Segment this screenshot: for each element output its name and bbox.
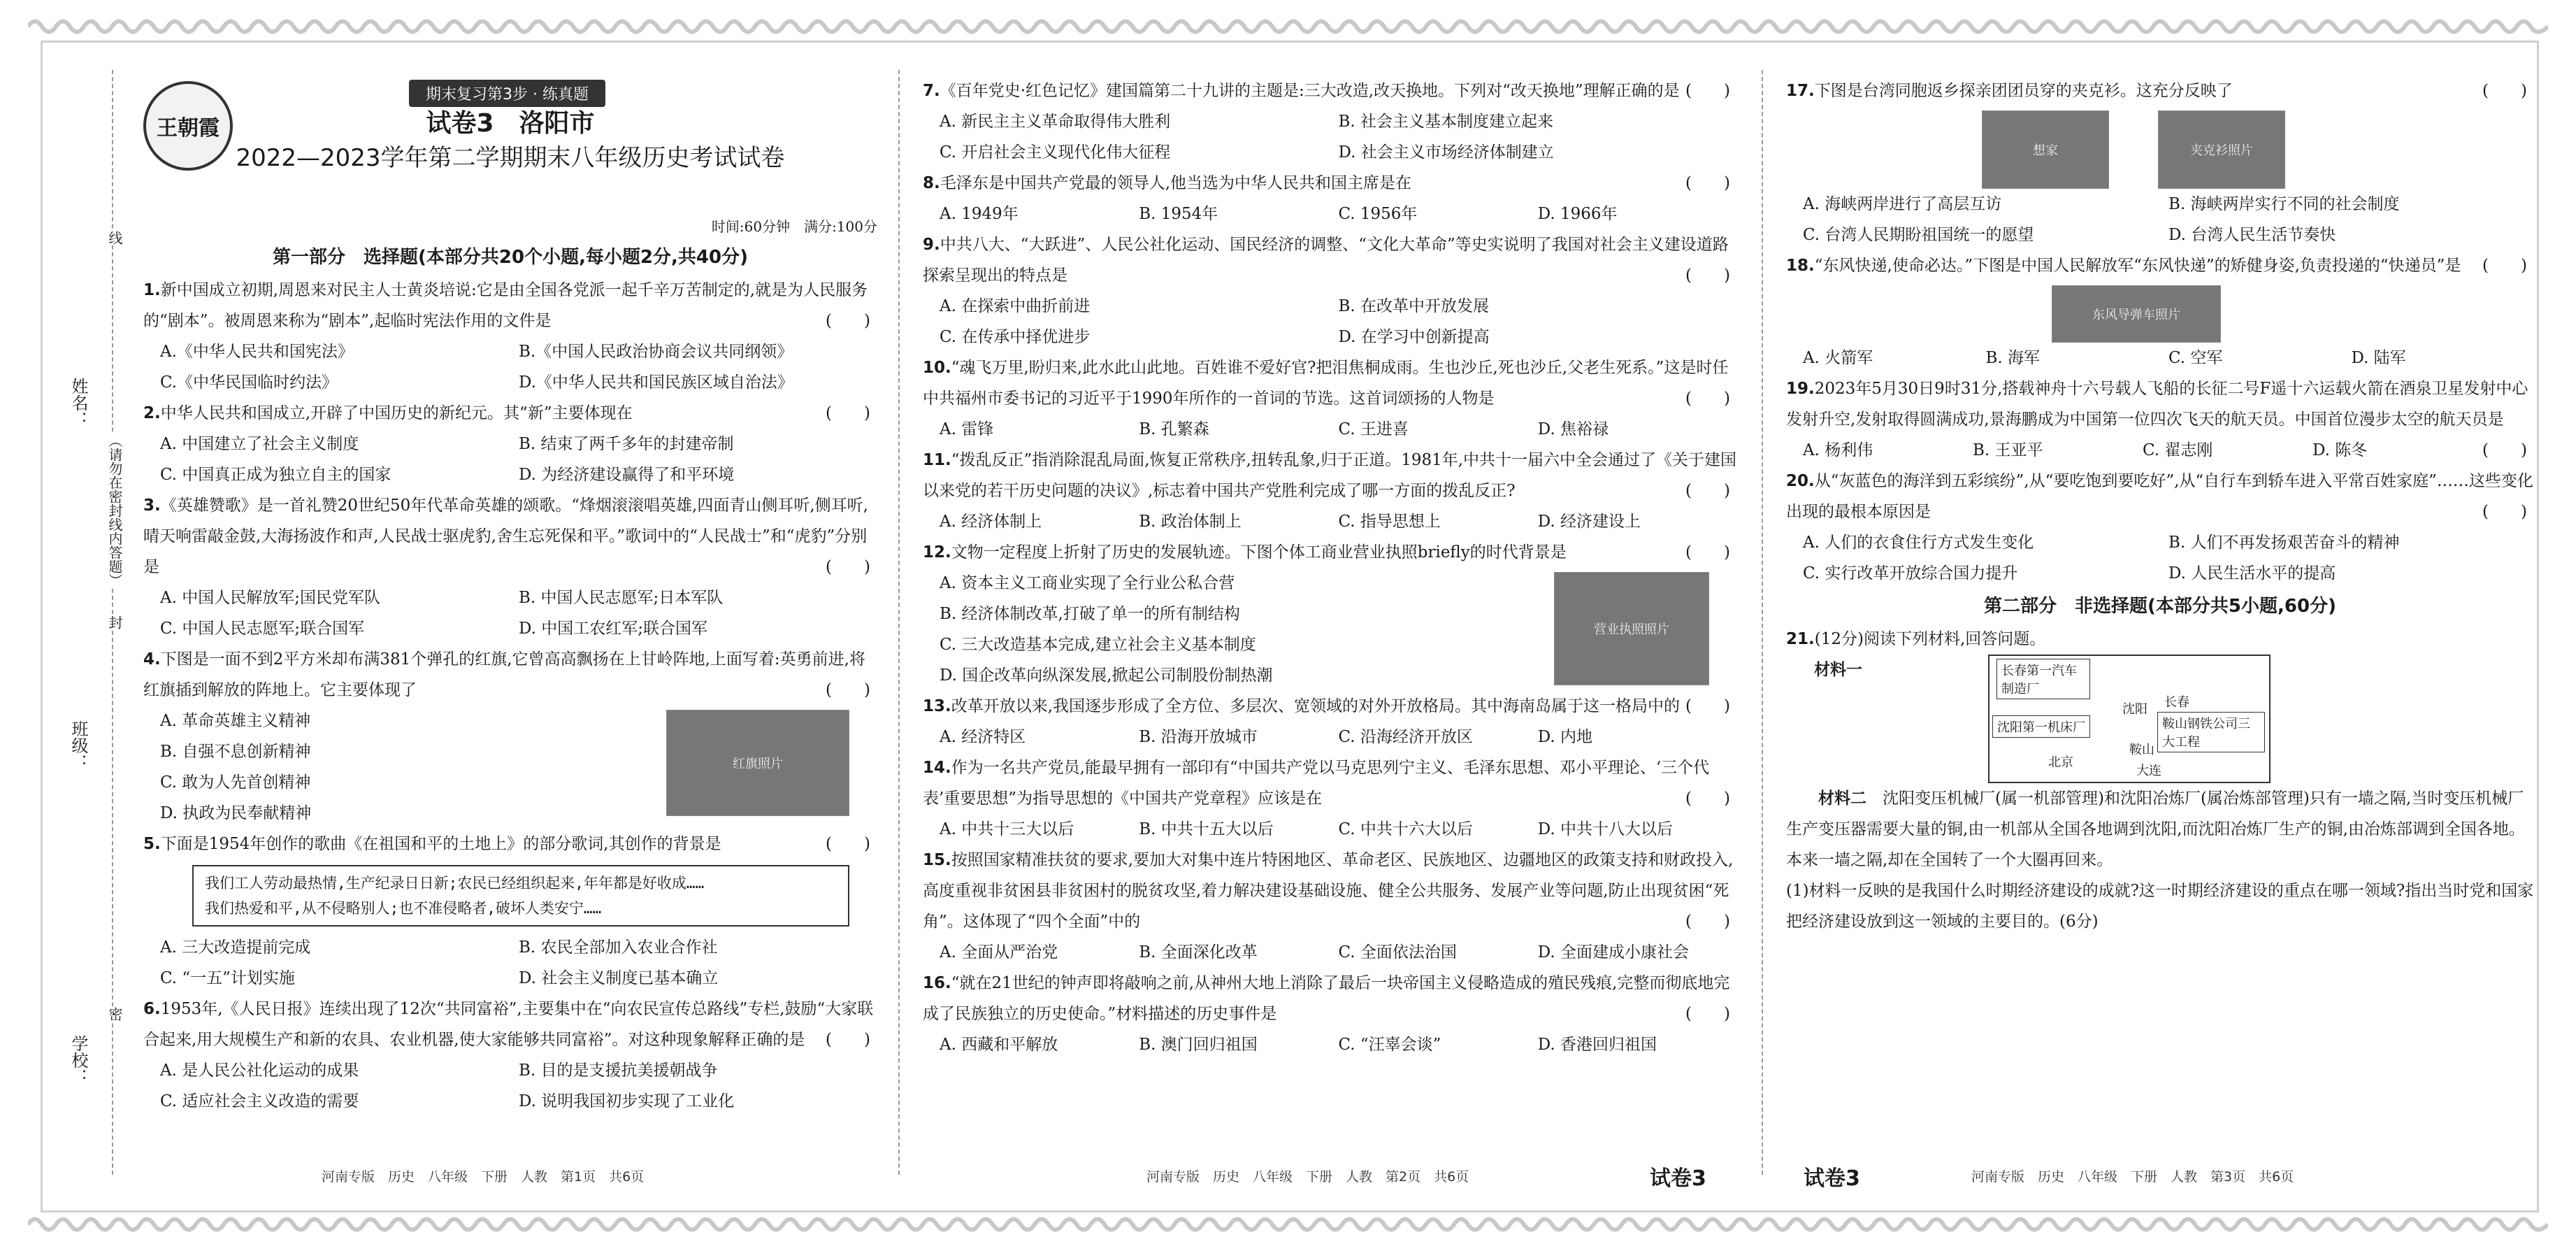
options — [923, 106, 1737, 168]
option: A. 三大改造提前完成 — [160, 938, 311, 957]
answer-bracket: ( ) — [2482, 257, 2527, 275]
answer-bracket: ( ) — [826, 681, 870, 699]
options-row — [923, 106, 1737, 168]
question-text: “拨乱反正”指消除混乱局面,恢复正常秩序,扭转乱象,归于正道。1981年,中共十一届六中全会通过了《关于建国以来党的若干历史问题的决议》,标志着中国共产党胜利完成了哪一方面的拨乱反正? — [923, 451, 1737, 500]
question-text: 新中国成立初期,周恩来对民主人士黄炎培说:它是由全国各党派一起千辛万苦制定的,就是为人民服务的“剧本”。被周恩来称为“剧本”,起临时宪法作用的文件是 — [143, 281, 868, 330]
answer-bracket: ( ) — [826, 835, 870, 853]
lyrics-line: 我们工人劳动最热情,生产纪录日日新;农民已经组织起来,年年都是好收成…… — [205, 875, 705, 892]
question-number: 12. — [923, 543, 951, 562]
option: B. 王亚平 — [1973, 441, 2043, 459]
options-row — [1786, 343, 2534, 373]
brand-logo: 王朝霞 — [143, 81, 233, 171]
option: B. 目的是支援抗美援朝战争 — [519, 1061, 718, 1080]
question-21: 21.(12分)阅读下列材料,回答问题。 — [1786, 630, 2046, 648]
review-tag: 期末复习第3步 · 练真题 — [409, 80, 605, 107]
option: B.《中国人民政治协商会议共同纲领》 — [519, 343, 793, 361]
page-2 — [923, 76, 1737, 1166]
question-text: 下图是一面不到2平方米却布满381个弹孔的红旗,它曾高高飘扬在上甘岭阵地,上面写着:英勇前进,将红旗插到解放的阵地上。它主要体现了 — [143, 650, 865, 699]
paper-tag-right: 试卷3 — [1650, 1166, 1706, 1191]
question-text: 文物一定程度上折射了历史的发展轨迹。下图个体工商业营业执照briefly的时代背景是 — [951, 543, 1567, 562]
question-number: 16. — [923, 974, 951, 992]
question-text: 《英雄赞歌》是一首礼赞20世纪50年代革命英雄的颂歌。“烽烟滚滚唱英雄,四面青山侧耳听,侧耳听,晴天响雷敲金鼓,大海扬波作和声,人民战士驱虎豹,舍生忘死保和平。”歌词中的“人民战士”和“虎豹”分别是 — [143, 496, 868, 576]
answer-bracket: ( ) — [826, 312, 870, 330]
option: A. 经济体制上 — [940, 513, 1042, 531]
options — [923, 722, 1737, 752]
option: D. 陈冬 — [2312, 441, 2368, 459]
map-label-faw: 长春第一汽车制造厂 — [1996, 659, 2090, 699]
options-row — [143, 429, 877, 490]
wavy-border-bottom — [28, 1210, 2548, 1238]
question-10 — [923, 352, 1737, 445]
answer-bracket: ( ) — [1685, 1005, 1730, 1023]
wavy-border-top — [28, 13, 2548, 41]
question-number: 11. — [923, 451, 951, 469]
column-separator-2 — [1762, 70, 1763, 1175]
question-number: 8. — [923, 174, 940, 192]
options — [1786, 189, 2534, 250]
option: C. 中共十六大以后 — [1338, 820, 1473, 838]
option: A. 全面从严治党 — [940, 943, 1058, 962]
option: D. 执政为民奉献精神 — [160, 804, 312, 822]
school-label: 学校： — [69, 1035, 88, 1085]
question-1 — [143, 275, 877, 398]
question-number: 9. — [923, 236, 940, 254]
option: C. 王进喜 — [1338, 420, 1409, 438]
options — [1786, 527, 2534, 589]
question-4 — [143, 644, 877, 829]
seal-mark-2: 封 — [105, 615, 125, 629]
name-label: 姓名： — [69, 378, 88, 428]
option: D. 内地 — [1537, 728, 1592, 746]
option: C. 中国真正成为独立自主的国家 — [160, 466, 391, 484]
option: A. 是人民公社化运动的成果 — [160, 1061, 359, 1080]
question-number: 5. — [143, 835, 161, 853]
option: A. 1949年 — [940, 205, 1019, 223]
options-row — [923, 722, 1737, 752]
answer-bracket: ( ) — [1685, 697, 1730, 715]
question-6 — [143, 994, 877, 1117]
footer-page-1: 河南专版 历史 八年级 下册 人教 第1页 共6页 — [322, 1169, 645, 1185]
map-city-anshan: 鞍山 — [2129, 743, 2154, 757]
options — [923, 291, 1737, 352]
map-city-dalian: 大连 — [2136, 764, 2161, 778]
question-number: 18. — [1786, 257, 1815, 275]
option: A. 新民主主义革命取得伟大胜利 — [940, 113, 1171, 131]
option: D. 国企改革向纵深发展,掀起公司制股份制热潮 — [940, 666, 1273, 685]
question-text: “就在21世纪的钟声即将敲响之前,从神州大地上消除了最后一块帝国主义侵略造成的殖民残痕,完整而彻底地完成了民族独立的历史使命。”材料描述的历史事件是 — [923, 974, 1730, 1023]
options — [143, 706, 666, 829]
options — [923, 568, 1554, 691]
question-15 — [923, 845, 1737, 968]
exam-title: 试卷3 洛阳市 — [426, 109, 595, 138]
answer-bracket: ( ) — [1685, 82, 1730, 100]
missile-photo-wrap — [2052, 285, 2534, 343]
option: C. 台湾人民期盼祖国统一的愿望 — [1803, 226, 2034, 244]
option: A.《中华人民共和国宪法》 — [160, 343, 354, 361]
option: B. 孔繁森 — [1139, 420, 1209, 438]
option: C. 实行改革开放综合国力提升 — [1803, 564, 2018, 582]
license-photo: 营业执照照片 — [1554, 572, 1709, 685]
answer-bracket: ( ) — [1685, 913, 1730, 931]
question-11 — [923, 445, 1737, 537]
answer-bracket: ( ) — [1685, 543, 1730, 562]
seal-mark-1: 线 — [105, 231, 125, 245]
answer-bracket: ( ) — [1685, 174, 1730, 192]
question-21-sub-1: (1)材料一反映的是我国什么时期经济建设的成就?这一时期经济建设的重点在哪一领域?指出当时党和国家把经济建设放到这一领域的主要目的。(6分) — [1786, 882, 2534, 931]
jacket-photo-1: 想家 — [1982, 110, 2109, 189]
footer-page-3: 河南专版 历史 八年级 下册 人教 第3页 共6页 — [1971, 1169, 2294, 1185]
options — [143, 336, 877, 398]
option: C.《中华民国临时约法》 — [160, 373, 338, 392]
option: B. 全面深化改革 — [1139, 943, 1258, 962]
options-row — [923, 414, 1737, 445]
options — [923, 1029, 1737, 1060]
option: C. “汪辜会谈” — [1338, 1036, 1441, 1054]
option: B. 中共十五大以后 — [1139, 820, 1274, 838]
map-city-beijing: 北京 — [2048, 755, 2073, 770]
seal-mark-3: 密 — [105, 1007, 125, 1021]
question-17 — [1786, 76, 2534, 250]
question-text: 2023年5月30日9时31分,搭载神舟十六号载人飞船的长征二号F遥十六运载火箭在酒泉卫星发射中心发射升空,发射取得圆满成功,景海鹏成为中国第一位四次飞天的航天员。中国首位漫步太空的航天员是 — [1786, 380, 2528, 429]
option: B. 经济体制改革,打破了单一的所有制结构 — [940, 605, 1240, 623]
exam-header — [143, 76, 877, 240]
option: C. 敢为人先首创精神 — [160, 773, 311, 792]
option: B. 海峡两岸实行不同的社会制度 — [2168, 195, 2400, 213]
question-text: 1953年,《人民日报》连续出现了12次“共同富裕”,主要集中在“向农民宣传总路线”专栏,鼓励“大家联合起来,用大规模生产和新的农具、农业机器,使大家能够共同富裕”。对这种现象解释正确的是 — [143, 1000, 874, 1049]
options — [923, 414, 1737, 445]
map-label-anshan: 鞍山钢铁公司三大工程 — [2157, 712, 2265, 752]
option: B. 在改革中开放发展 — [1338, 297, 1490, 315]
question-number: 10. — [923, 359, 951, 377]
option: B. 结束了两千多年的封建帝制 — [519, 435, 734, 453]
question-number: 13. — [923, 697, 951, 715]
option: C. 三大改造基本完成,建立社会主义基本制度 — [940, 636, 1256, 654]
options — [1786, 435, 2482, 466]
options-row — [923, 814, 1737, 845]
paper-tag-left: 试卷3 — [1804, 1166, 1860, 1191]
option: D.《中华人民共和国民族区域自治法》 — [519, 373, 793, 392]
industry-map — [1988, 655, 2271, 783]
question-12 — [923, 537, 1737, 691]
question-20 — [1786, 466, 2534, 589]
option: A. 人们的衣食住行方式发生变化 — [1803, 534, 2034, 552]
options — [143, 429, 877, 490]
option: D. 说明我国初步实现了工业化 — [519, 1092, 735, 1110]
option: A. 革命英雄主义精神 — [160, 712, 311, 730]
map-city-changchun: 长春 — [2164, 695, 2189, 710]
question-7 — [923, 76, 1737, 168]
question-13 — [923, 691, 1737, 752]
question-3 — [143, 490, 877, 644]
option: A. 火箭军 — [1803, 349, 1873, 367]
option: C. 中国人民志愿军;联合国军 — [160, 620, 365, 638]
question-text: 下面是1954年创作的歌曲《在祖国和平的土地上》的部分歌词,其创作的背景是 — [160, 835, 721, 853]
question-text: 《百年党史·红色记忆》建国篇第二十九讲的主题是:三大改造,改天换地。下列对“改天换地”理解正确的是 — [940, 82, 1680, 100]
option: D. 全面建成小康社会 — [1537, 943, 1689, 962]
question-14 — [923, 752, 1737, 845]
class-label: 班级： — [69, 720, 88, 771]
options-row — [923, 199, 1737, 229]
footer-page-2: 河南专版 历史 八年级 下册 人教 第2页 共6页 — [1146, 1169, 1469, 1185]
option: C. 沿海经济开放区 — [1338, 728, 1473, 746]
options — [923, 814, 1737, 845]
option: A. 在探索中曲折前进 — [940, 297, 1091, 315]
material-2: 材料二 沈阳变压机械厂(属一机部管理)和沈阳冶炼厂(属冶炼部管理)只有一墙之隔,当时变压机械厂生产变压器需要大量的铜,由一机部从全国各地调到沈阳,而沈阳冶炼厂生产的铜,由冶炼部调到全国各地。本来一墙之隔,却在全国转了一个大圈再回来。 — [1786, 789, 2525, 869]
flag-photo: 红旗照片 — [666, 710, 849, 816]
option: D. 人民生活水平的提高 — [2168, 564, 2336, 582]
option: C. “一五”计划实施 — [160, 969, 295, 987]
option: A. 经济特区 — [940, 728, 1026, 746]
option: A. 雷锋 — [940, 420, 994, 438]
option: B. 中国人民志愿军;日本军队 — [519, 589, 724, 607]
question-9 — [923, 229, 1737, 352]
question-number: 7. — [923, 82, 940, 100]
seal-note: （请勿在密封线内答题） — [105, 434, 125, 587]
option: D. 中国工农红军;联合国军 — [519, 620, 707, 638]
options-row — [923, 937, 1737, 968]
options-row — [1786, 527, 2534, 589]
options — [923, 506, 1737, 537]
column-separator-1 — [898, 70, 900, 1175]
jacket-photo-2: 夹克衫照片 — [2158, 110, 2285, 189]
question-text: 毛泽东是中国共产党最的领导人,他当选为中华人民共和国主席是在 — [940, 174, 1412, 192]
options-row — [923, 291, 1737, 352]
answer-bracket: ( ) — [2482, 503, 2527, 521]
question-text: 从“灰蓝色的海洋到五彩缤纷”,从“要吃饱到要吃好”,从“自行车到轿车进入平常百姓家庭”……这些变化出现的最根本原因是 — [1786, 472, 2533, 521]
option: D. 中共十八大以后 — [1537, 820, 1673, 838]
missile-photo: 东风导弹车照片 — [2052, 285, 2221, 343]
lyrics-box — [192, 865, 849, 927]
part1-title: 第一部分 选择题(本部分共20个小题,每小题2分,共40分) — [273, 247, 748, 268]
question-text: 改革开放以来,我国逐步形成了全方位、多层次、宽领域的对外开放格局。其中海南岛属于这一格局中的 — [951, 697, 1681, 715]
question-number: 14. — [923, 759, 951, 777]
material-1-label: 材料一 — [1814, 660, 1862, 679]
option: A. 中共十三大以后 — [940, 820, 1074, 838]
option: D. 焦裕禄 — [1537, 420, 1609, 438]
option: D. 陆军 — [2351, 349, 2406, 367]
part2-title: 第二部分 非选择题(本部分共5小题,60分) — [1984, 596, 2336, 617]
option: C. 适应社会主义改造的需要 — [160, 1092, 359, 1110]
option: D. 1966年 — [1537, 205, 1618, 223]
option: A. 海峡两岸进行了高层互访 — [1803, 195, 2002, 213]
question-text: 中华人民共和国成立,开辟了中国历史的新纪元。其“新”主要体现在 — [160, 404, 633, 422]
answer-bracket: ( ) — [826, 404, 870, 422]
answer-bracket: ( ) — [1685, 482, 1730, 500]
option: B. 1954年 — [1139, 205, 1218, 223]
question-5 — [143, 829, 877, 994]
answer-bracket: ( ) — [1685, 789, 1730, 808]
option: D. 台湾人民生活节奏快 — [2168, 226, 2336, 244]
option: C. 在传承中择优进步 — [940, 328, 1091, 346]
options-row — [143, 336, 877, 398]
option: A. 杨利伟 — [1803, 441, 1873, 459]
question-number: 3. — [143, 496, 161, 515]
option: D. 为经济建设赢得了和平环境 — [519, 466, 735, 484]
option: B. 政治体制上 — [1139, 513, 1242, 531]
option: A. 西藏和平解放 — [940, 1036, 1058, 1054]
options-row — [923, 1029, 1737, 1060]
question-text: “东风快递,使命必达。”下图是中国人民解放军“东风快递”的矫健身姿,负责投递的“快递员”是 — [1814, 257, 2461, 275]
question-2 — [143, 398, 877, 490]
question-19 — [1786, 373, 2534, 466]
option: C. 1956年 — [1338, 205, 1418, 223]
question-number: 2. — [143, 404, 161, 422]
option: B. 农民全部加入农业合作社 — [519, 938, 718, 957]
option: D. 在学习中创新提高 — [1338, 328, 1490, 346]
option: B. 海军 — [1985, 349, 2041, 367]
options — [1786, 343, 2534, 373]
options — [923, 937, 1737, 968]
jacket-photos — [1982, 106, 2534, 189]
question-8 — [923, 168, 1737, 229]
options-row — [1786, 189, 2534, 250]
options-row — [143, 582, 877, 644]
option: D. 社会主义市场经济体制建立 — [1338, 143, 1554, 162]
answer-bracket: ( ) — [826, 558, 870, 576]
page-3 — [1786, 76, 2534, 1166]
option: D. 香港回归祖国 — [1537, 1036, 1657, 1054]
answer-bracket: ( ) — [826, 1031, 870, 1049]
question-text: 作为一名共产党员,能最早拥有一部印有“中国共产党以马克思列宁主义、毛泽东思想、邓小平理论、‘三个代表’重要思想”为指导思想的《中国共产党章程》应该是在 — [923, 759, 1710, 808]
question-number: 19. — [1786, 380, 1815, 398]
option: B. 社会主义基本制度建立起来 — [1338, 113, 1554, 131]
answer-bracket: ( ) — [1685, 389, 1730, 408]
option: A. 中国建立了社会主义制度 — [160, 435, 359, 453]
map-label-machine-tool: 沈阳第一机床厂 — [1992, 715, 2090, 738]
answer-bracket: ( ) — [2482, 82, 2527, 100]
options — [143, 1055, 877, 1117]
answer-bracket: ( ) — [2482, 441, 2527, 459]
options-row — [1786, 435, 2482, 466]
lyrics-line: 我们热爱和平,从不侵略别人;也不准侵略者,破坏人类安宁…… — [205, 900, 602, 917]
options — [143, 582, 877, 644]
question-number: 17. — [1786, 82, 1815, 100]
question-number: 20. — [1786, 472, 1815, 490]
option: C. 指导思想上 — [1338, 513, 1441, 531]
question-number: 4. — [143, 650, 161, 669]
option: D. 社会主义制度已基本确立 — [519, 969, 719, 987]
options — [923, 199, 1737, 229]
exam-subtitle: 2022—2023学年第二学期期末八年级历史考试试卷 — [236, 144, 785, 172]
time-score: 时间:60分钟 满分:100分 — [711, 218, 877, 235]
option: B. 自强不息创新精神 — [160, 743, 311, 761]
map-city-shenyang: 沈阳 — [2122, 702, 2147, 717]
options-row — [923, 506, 1737, 537]
page-1 — [143, 76, 877, 1166]
question-16 — [923, 968, 1737, 1060]
option: C. 翟志刚 — [2143, 441, 2213, 459]
option: C. 开启社会主义现代化伟大征程 — [940, 143, 1171, 162]
question-number: 6. — [143, 1000, 161, 1018]
question-number: 15. — [923, 851, 951, 869]
question-18 — [1786, 250, 2534, 373]
option: B. 沿海开放城市 — [1139, 728, 1258, 746]
option: D. 经济建设上 — [1537, 513, 1641, 531]
question-text: 下图是台湾同胞返乡探亲团团员穿的夹克衫。这充分反映了 — [1814, 82, 2233, 100]
option: C. 空军 — [2168, 349, 2223, 367]
question-text: 中共八大、“大跃进”、人民公社化运动、国民经济的调整、“文化大革命”等史实说明了我国对社会主义建设道路探索呈现出的特点是 — [923, 236, 1729, 285]
option: B. 人们不再发扬艰苦奋斗的精神 — [2168, 534, 2400, 552]
option: B. 澳门回归祖国 — [1139, 1036, 1258, 1054]
options-row — [143, 932, 877, 994]
question-number: 1. — [143, 281, 161, 299]
options — [143, 932, 877, 994]
question-text: 按照国家精准扶贫的要求,要加大对集中连片特困地区、革命老区、民族地区、边疆地区的政策支持和财政投入,高度重视非贫困县非贫困村的脱贫攻坚,着力解决建设基础设施、健全公共服务、发展产业等问题,防止出现贫困“死角”。这体现了“四个全面”中的 — [923, 851, 1734, 931]
answer-bracket: ( ) — [1685, 266, 1730, 285]
question-text: “魂飞万里,盼归来,此水此山此地。百姓谁不爱好官?把泪焦桐成雨。生也沙丘,死也沙丘,父老生死系。”这是时任中共福州市委书记的习近平于1990年所作的一首词的节选。这首词颂扬的人物是 — [923, 359, 1729, 408]
options-row — [923, 568, 1737, 691]
option: A. 中国人民解放军;国民党军队 — [160, 589, 380, 607]
option: C. 全面依法治国 — [1338, 943, 1457, 962]
options-row — [143, 706, 877, 829]
option: A. 资本主义工商业实现了全行业公私合营 — [940, 574, 1235, 592]
options-row — [143, 1055, 877, 1117]
